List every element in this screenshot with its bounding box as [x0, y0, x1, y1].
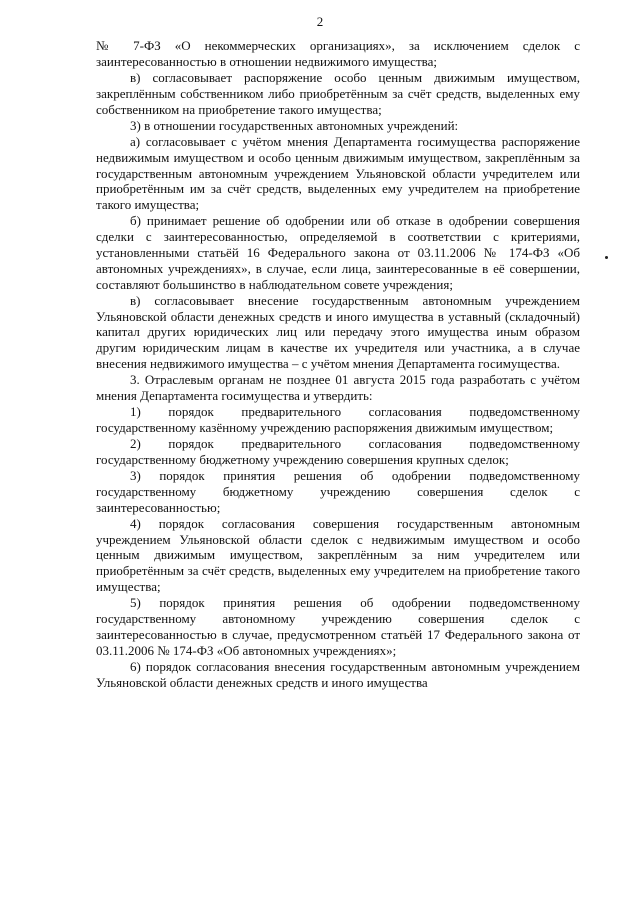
paragraph-order-5: 5) порядок принятия решения об одобрении подведомственному государственному автономному учреждению совершения сделок с заинтересованностью в случае, предусмотренном статьёй 17 Федерального закона от 03.11.2006 № 174-ФЗ «Об автономных учреждениях»;: [96, 595, 580, 658]
paragraph-order-1: 1) порядок предварительного согласования подведомственному государственному казённому учреждению распоряжения движимым имуществом;: [96, 404, 580, 435]
paragraph-order-2: 2) порядок предварительного согласования подведомственному государственному бюджетному учреждению совершения крупных сделок;: [96, 436, 580, 467]
scan-speck: [605, 256, 608, 259]
paragraph-item-v-movable: в) согласовывает распоряжение особо ценным движимым имуществом, закреплённым собственником либо приобретённым за счёт средств, выделенных ему собственником на приобретение такого имущества;: [96, 69, 580, 117]
paragraph-order-6: 6) порядок согласования внесения государственным автономным учреждением Ульяновской области денежных средств и иного имущества: [96, 658, 580, 690]
page-number: 2: [316, 14, 324, 29]
paragraph-order-3: 3) порядок принятия решения об одобрении подведомственному государственному бюджетному учреждению совершения сделок с заинтересованностью;: [96, 468, 580, 515]
paragraph-item-b: б) принимает решение об одобрении или об отказе в одобрении совершения сделки с заинтересованностью, определяемой в соответствии с критериями, установленными статьёй 16 Федерального закона от 03.11.2006 № 174-ФЗ «Об автономных учреждениях», в случае, если лица, заинтересованные в её совершении, составляют большинство в наблюдательном совете учреждения;: [96, 213, 580, 292]
paragraph-clause-3: 3. Отраслевым органам не позднее 01 августа 2015 года разработать с учётом мнения Департамента госимущества и утвердить:: [96, 372, 580, 403]
paragraph-item-v-capital: в) согласовывает внесение государственным автономным учреждением Ульяновской области денежных средств и иного имущества в уставный (складочный) капитал других юридических лиц или передачу этого имущества иным образом другим юридическим лицам в качестве их учредителя или участника, а в случае внесения недвижимого имущества – с учётом мнения Департамента госимущества.: [96, 292, 580, 371]
paragraph-order-4: 4) порядок согласования совершения государственным автономным учреждением Ульяновской области сделок с недвижимым имуществом и особо ценным движимым имуществом, закреплённым за ним учредителем или приобретённым за счёт средств, выделенных ему учредителем на приобретение такого имущества;: [96, 515, 580, 594]
paragraph-item-a: а) согласовывает с учётом мнения Департамента госимущества распоряжение недвижимым имуществом и особо ценным движимым имуществом, закреплённым за государственным автономным учреждением Ульяновской области учредителем или приобретённым им за счёт средств, выделенных ему учредителем на приобретение такого имущества;: [96, 133, 580, 213]
paragraph-section-3-autonomous: 3) в отношении государственных автономных учреждений:: [130, 117, 459, 133]
paragraph-continuation: № 7-ФЗ «О некоммерческих организациях», за исключением сделок с заинтересованностью в отношении недвижимого имущества;: [96, 38, 580, 69]
document-body: [96, 38, 580, 691]
